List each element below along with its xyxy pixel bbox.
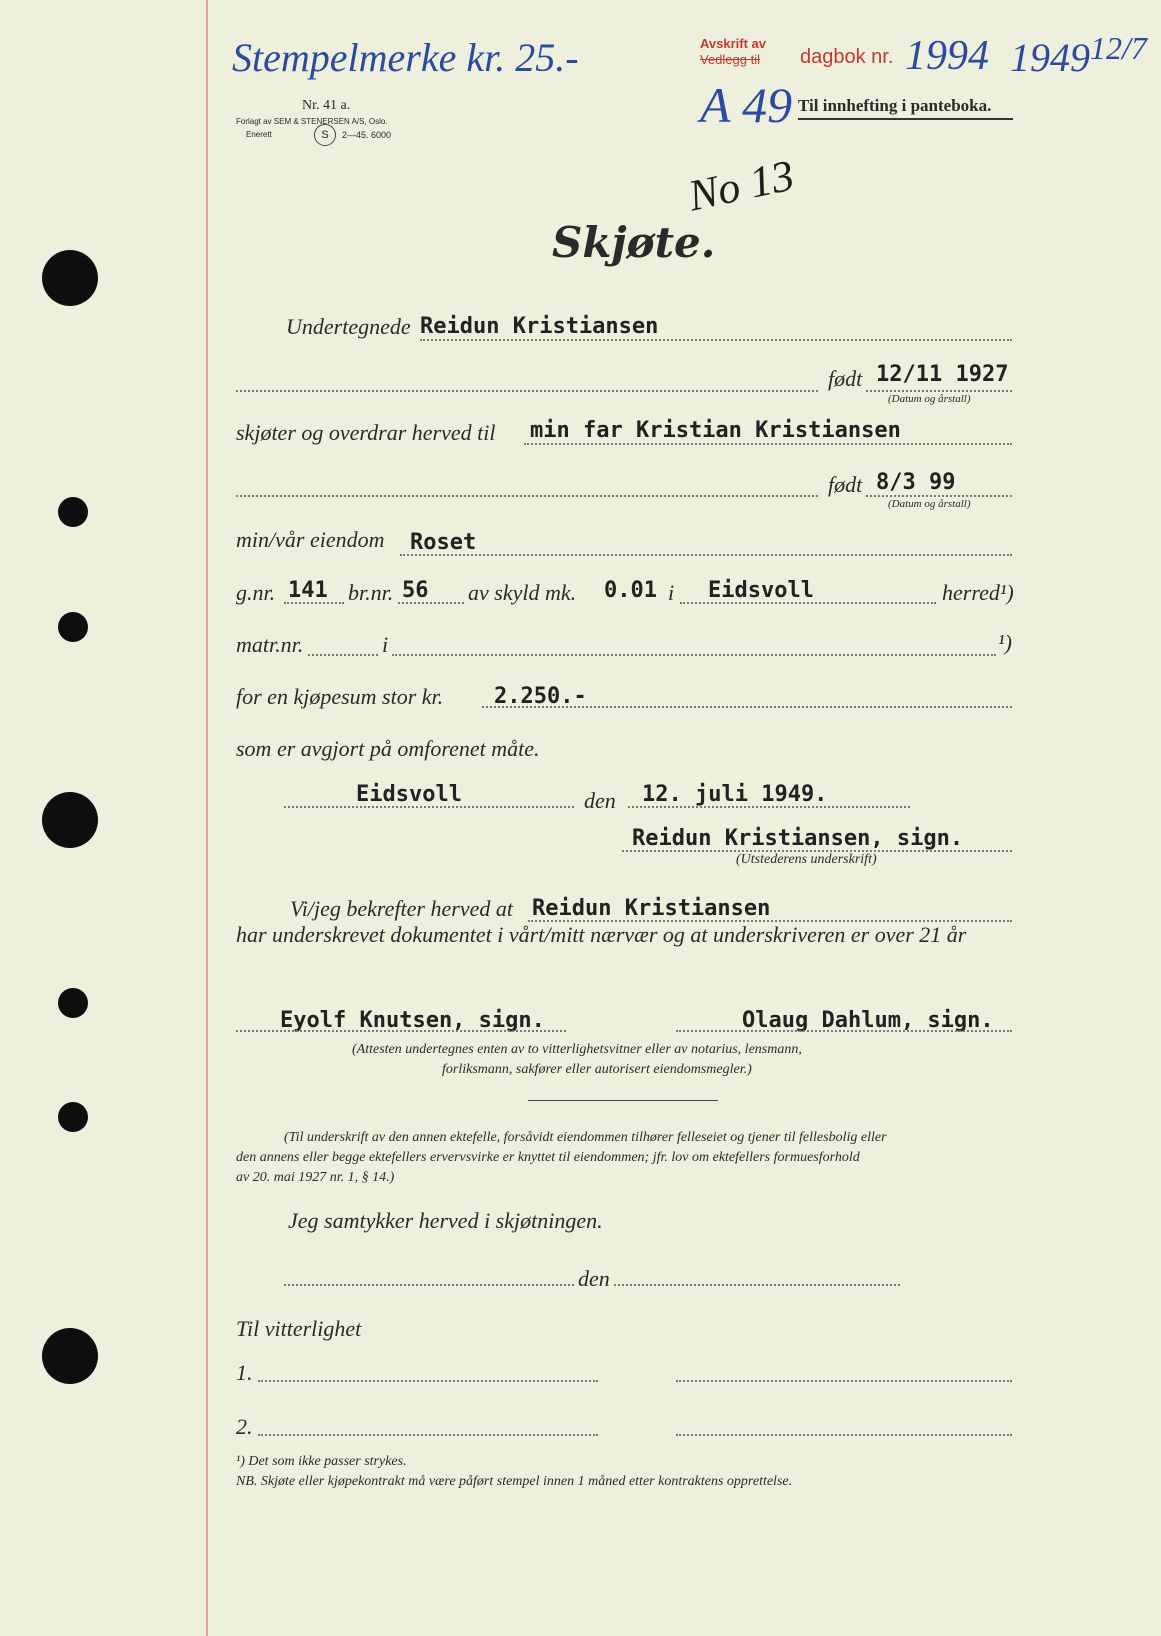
witness-line-2: 2. — [236, 1414, 253, 1439]
dotted-line — [400, 554, 1012, 556]
spouse-den-label: den — [578, 1266, 610, 1291]
date-hint: (Datum og årstall) — [888, 393, 971, 405]
dotted-line — [676, 1030, 1012, 1032]
section-divider — [528, 1100, 718, 1101]
settled-text: som er avgjort på omforenet måte. — [236, 736, 540, 761]
property-name: Roset — [410, 530, 477, 555]
punch-hole — [58, 1102, 88, 1132]
dotted-line — [284, 1284, 574, 1286]
dotted-line — [284, 602, 344, 604]
place: Eidsvoll — [356, 782, 462, 807]
dotted-line — [614, 1284, 900, 1286]
journal-number: 1994 — [905, 33, 989, 79]
filing-underline — [798, 118, 1013, 120]
dotted-line — [680, 602, 936, 604]
punch-hole — [42, 1328, 98, 1384]
spouse-note-1: (Til underskrift av den annen ektefelle, forsåvidt eiendommen tilhører felleseiet og tjener til fellesbolig eller — [284, 1130, 887, 1145]
dotted-line — [392, 654, 996, 656]
attestation-note-2: forliksmann, sakfører eller autorisert eiendomsmegler.) — [442, 1062, 752, 1077]
gnr-label: g.nr. — [236, 580, 276, 605]
dotted-line — [308, 654, 378, 656]
document-title: Skjøte. — [552, 218, 716, 267]
punch-hole — [58, 612, 88, 642]
gnr-value: 141 — [288, 578, 328, 603]
spouse-note-3: av 20. mai 1927 nr. 1, § 14.) — [236, 1170, 395, 1185]
undersigned-label: Undertegnede — [286, 314, 411, 339]
journal-date: 12/7 — [1090, 30, 1147, 66]
date-hint-2: (Datum og årstall) — [888, 498, 971, 510]
attestation-note-1: (Attesten undertegnes enten av to vitterlighetsvitner eller av notarius, lensmann, — [352, 1042, 802, 1057]
issuer-hint: (Utstederens underskrift) — [736, 852, 877, 867]
attachment-to-label: Vedlegg til — [700, 52, 760, 67]
bnr-value: 56 — [402, 578, 429, 603]
matr-label: matr.nr. — [236, 632, 304, 657]
dotted-line — [398, 602, 464, 604]
dotted-line — [866, 495, 1012, 497]
undersigned-name: Reidun Kristiansen — [420, 314, 659, 339]
price-label: for en kjøpesum stor kr. — [236, 684, 444, 709]
bnr-label: br.nr. — [348, 580, 394, 605]
herred-label: herred¹) — [942, 580, 1014, 605]
punch-hole — [42, 792, 98, 848]
date: 12. juli 1949. — [642, 782, 828, 807]
filing-label: Til innhefting i panteboka. — [798, 96, 992, 115]
dotted-line — [236, 1030, 566, 1032]
confirm-label: Vi/jeg bekrefter herved at — [290, 896, 513, 921]
footnote-nb: NB. Skjøte eller kjøpekontrakt må være påført stempel innen 1 måned etter kontraktens opprettelse. — [236, 1474, 793, 1489]
witness-1-signature: Eyolf Knutsen, sign. — [280, 1008, 545, 1033]
matr-in-label: i — [382, 632, 389, 657]
confirm-rest: har underskrevet dokumentet i vårt/mitt nærvær og at underskriveren er over 21 år — [236, 922, 967, 947]
dotted-line — [236, 390, 818, 392]
dotted-line — [676, 1380, 1012, 1382]
witness-2-signature: Olaug Dahlum, sign. — [742, 1008, 994, 1033]
print-info: 2—45. 6000 — [342, 130, 392, 140]
den-label: den — [584, 788, 616, 813]
publisher-line2: Enerett — [246, 130, 272, 139]
margin-line — [206, 0, 208, 1636]
dotted-line — [524, 443, 1012, 445]
property-label: min/vår eiendom — [236, 527, 385, 552]
dotted-line — [676, 1434, 1012, 1436]
dotted-line — [284, 806, 574, 808]
transfer-label: skjøter og overdrar herved til — [236, 420, 496, 445]
price-value: 2.250.- — [494, 684, 587, 709]
born-label: født — [828, 366, 863, 391]
handwritten-number: No 13 — [684, 150, 799, 221]
punch-hole — [42, 250, 98, 306]
born-value-1: 12/11 1927 — [876, 362, 1009, 387]
dotted-line — [236, 495, 818, 497]
skyld-label: av skyld mk. — [468, 580, 577, 605]
stamp-fee-note: Stempelmerke kr. 25.- — [232, 35, 579, 80]
born-value-2: 8/3 99 — [876, 470, 956, 495]
spouse-note-2: den annens eller begge ektefellers ervervsvirke er knyttet til eiendommen; jfr. lov om ektefellers formuesforhold — [236, 1150, 860, 1165]
footnote-1: ¹) Det som ikke passer strykes. — [236, 1454, 407, 1469]
witness-heading: Til vitterlighet — [236, 1316, 362, 1341]
recipient: min far Kristian Kristiansen — [530, 418, 901, 443]
dotted-line — [258, 1380, 598, 1382]
born-label-2: født — [828, 472, 863, 497]
issuer-signature: Reidun Kristiansen, sign. — [632, 826, 964, 851]
dotted-line — [628, 806, 910, 808]
copy-of-label: Avskrift av — [700, 36, 766, 51]
page-note: A 49 — [700, 77, 793, 133]
dotted-line — [482, 706, 1012, 708]
journal-year: 1949 — [1010, 35, 1090, 80]
skyld-value: 0.01 — [604, 578, 657, 603]
journal-label: dagbok nr. — [800, 46, 894, 68]
consent-text: Jeg samtykker herved i skjøtningen. — [288, 1208, 603, 1233]
witness-line-1: 1. — [236, 1360, 253, 1385]
dotted-line — [258, 1434, 598, 1436]
form-number: Nr. 41 a. — [302, 98, 351, 113]
confirm-name: Reidun Kristiansen — [532, 896, 771, 921]
dotted-line — [420, 339, 1012, 341]
punch-hole — [58, 988, 88, 1018]
publisher: Forlagt av SEM & STENERSEN A/S, Oslo. — [236, 117, 388, 126]
municipality: Eidsvoll — [708, 578, 814, 603]
publisher-logo-icon: S — [314, 124, 336, 146]
punch-hole — [58, 497, 88, 527]
dotted-line — [866, 390, 1012, 392]
in-label: i — [668, 580, 675, 605]
matr-note: ¹) — [998, 630, 1012, 655]
